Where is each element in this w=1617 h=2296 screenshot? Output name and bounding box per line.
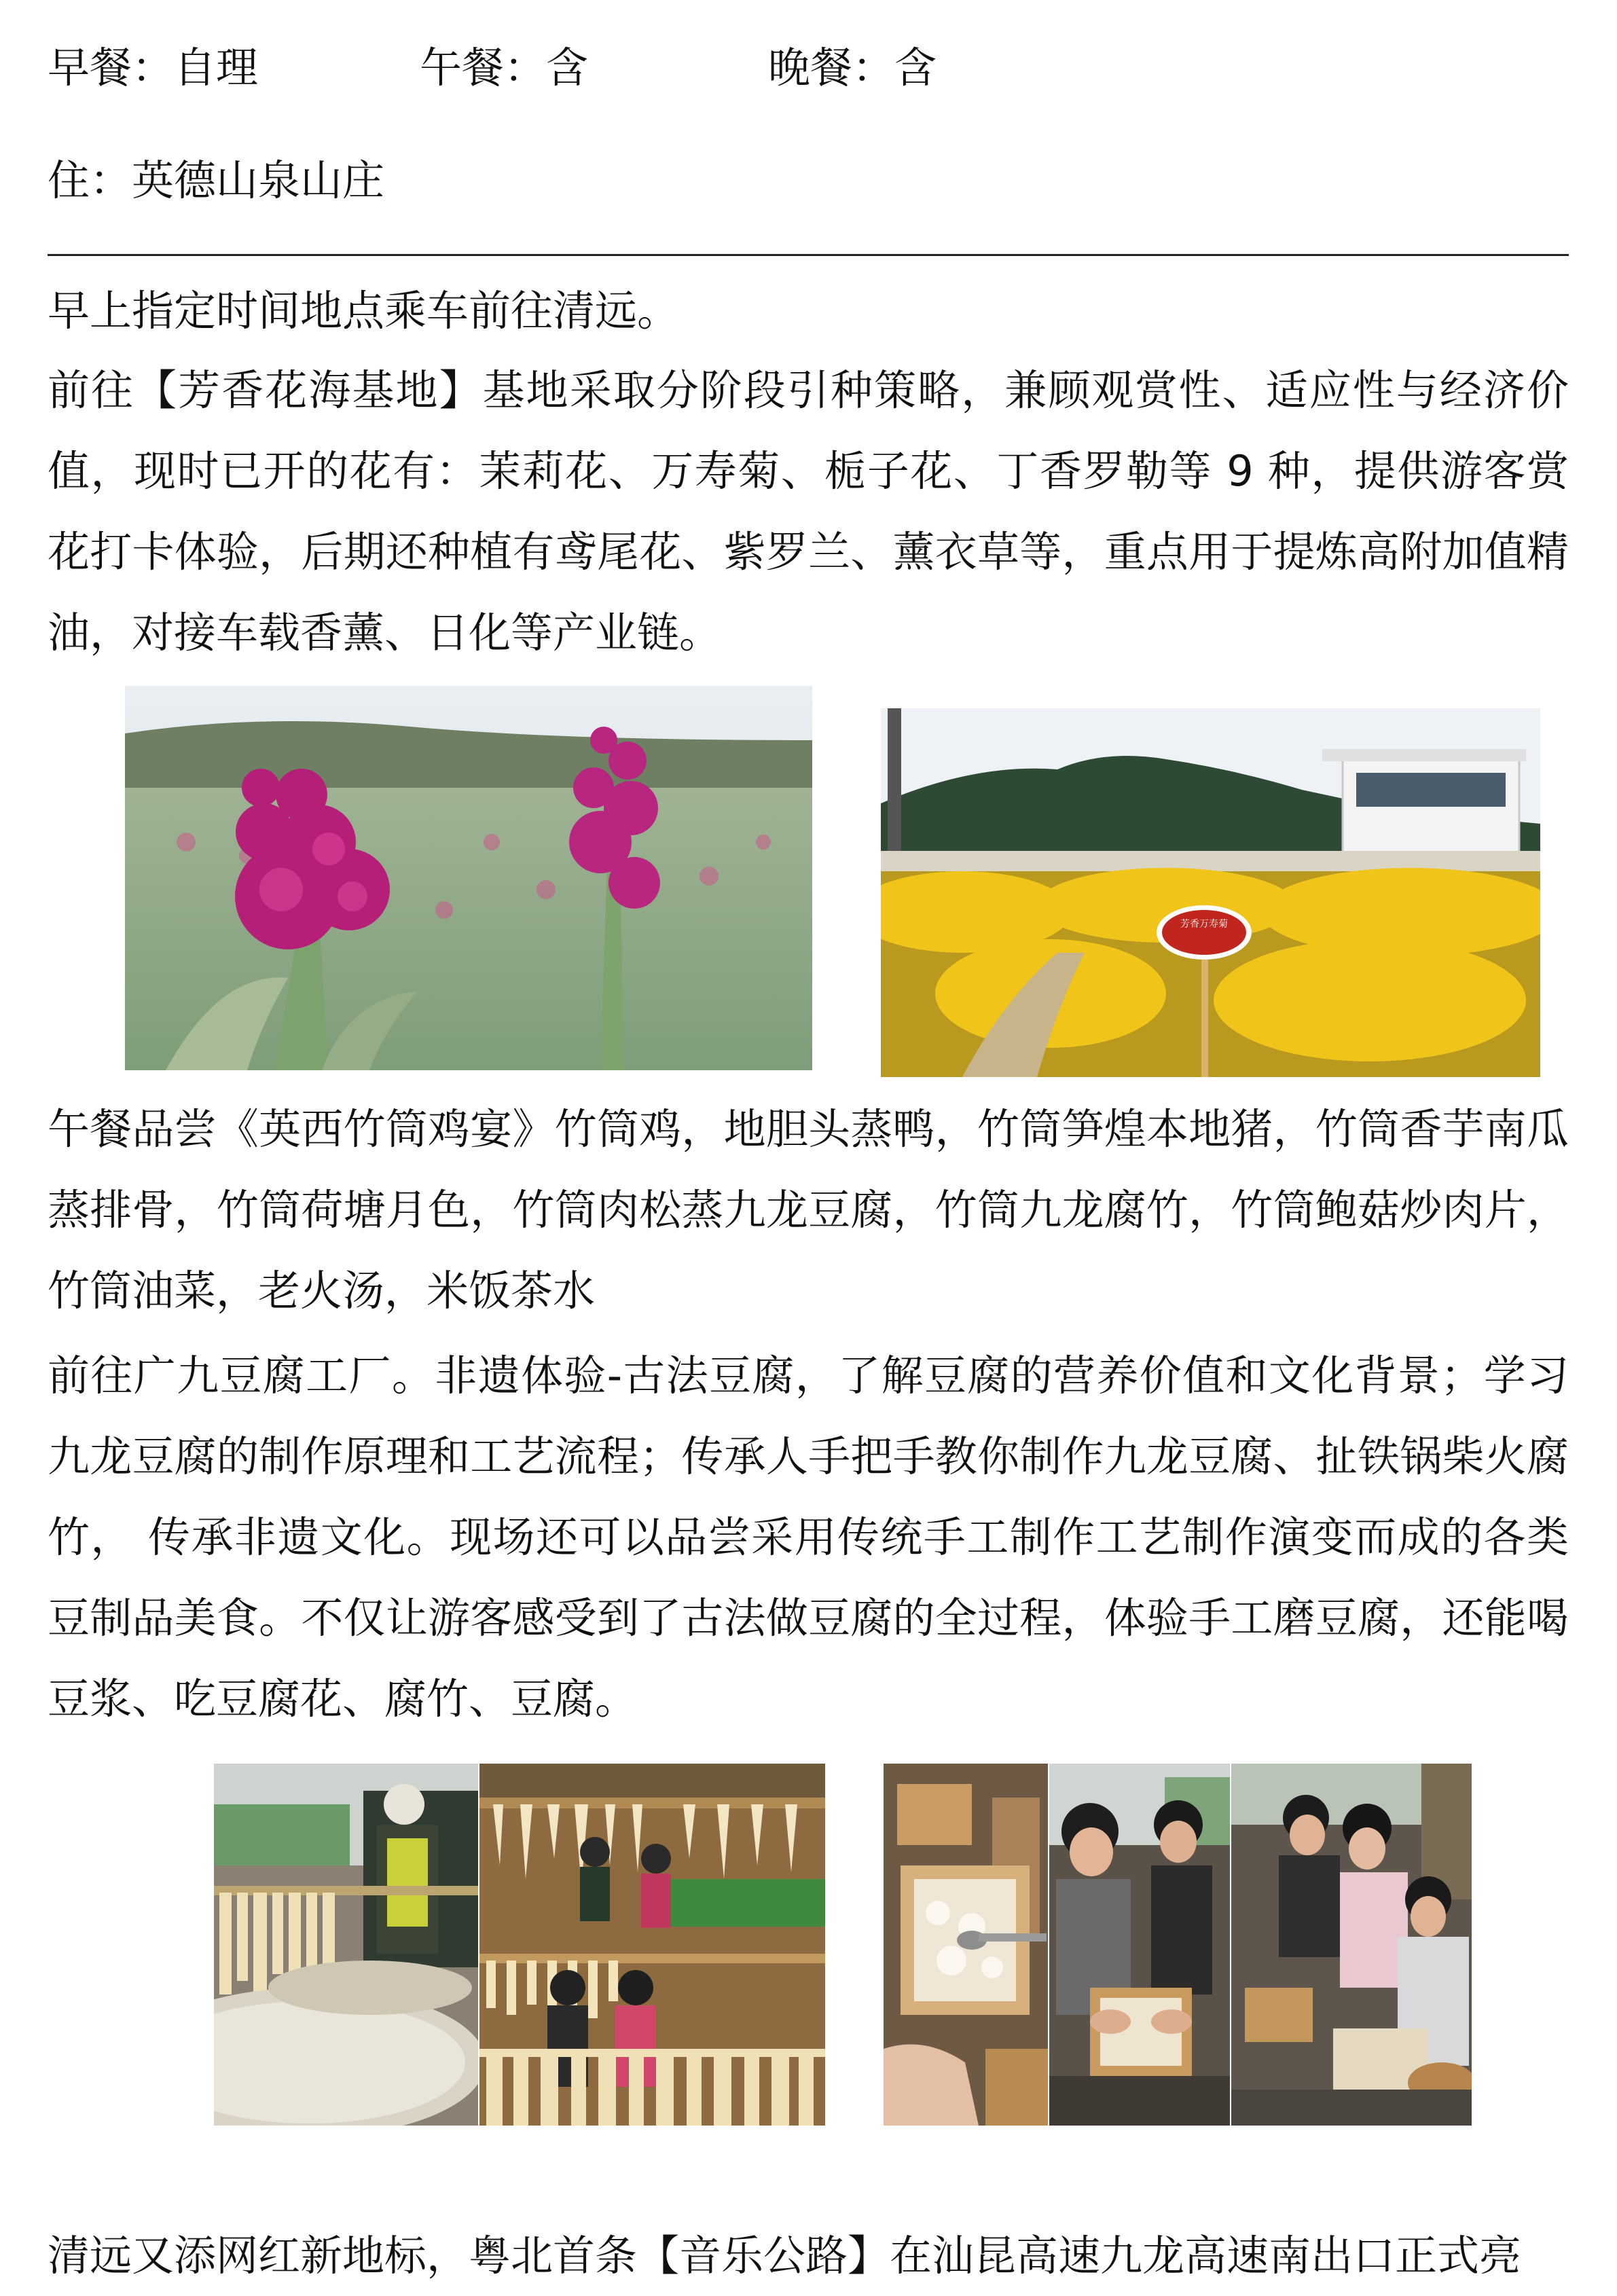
plant-sign-label: 芳香万寿菊	[1180, 919, 1228, 930]
dinner-info: 晚餐：含	[768, 43, 937, 92]
flower-field-photo	[125, 686, 812, 1070]
children-tofu-stations-photo	[1231, 1764, 1472, 2126]
flower-base-paragraph: 前往【芳香花海基地】基地采取分阶段引种策略，兼顾观赏性、适应性与经济价值，现时已开的花有：茉莉花、万寿菊、栀子花、丁香罗勒等 9 种，提供游客赏花打卡体验，后期还种植有鸢尾花、紫罗兰、薰衣草等，重点用于提炼高附加值精油，对接车载香薰、日化等产业链。	[48, 365, 1569, 657]
tofu-skin-workshop-photo	[479, 1764, 825, 2126]
music-road-paragraph: 清远又添网红新地标，粤北首条【音乐公路】在汕昆高速九龙高速南出口正式亮	[48, 2231, 1522, 2280]
breakfast-info: 早餐：自理	[48, 43, 259, 92]
tofu-mold-closeup-photo	[884, 1764, 1048, 2126]
section-divider	[48, 254, 1569, 256]
marigold-field-photo	[881, 708, 1540, 1077]
lodging-info: 住：英德山泉山庄	[48, 156, 385, 205]
tofu-factory-paragraph: 前往广九豆腐工厂。非遗体验-古法豆腐，了解豆腐的营养价值和文化背景；学习九龙豆腐的制作原理和工艺流程；传承人手把手教你制作九龙豆腐、扯铁锅柴火腐竹， 传承非遗文化。现场还可以品尝采用传统手工制作工艺制作演变而成的各类豆制品美食。不仅让游客感受到了古法做豆腐的全过程，体验手工磨豆腐，还能喝豆浆、吃豆腐花、腐竹、豆腐。	[48, 1351, 1569, 1724]
tofu-skin-worker-photo	[214, 1764, 478, 2126]
lunch-info: 午餐：含	[420, 43, 589, 92]
departure-paragraph: 早上指定时间地点乘车前往清远。	[48, 286, 680, 335]
boys-making-tofu-photo	[1049, 1764, 1230, 2126]
lunch-menu-paragraph: 午餐品尝《英西竹筒鸡宴》竹筒鸡，地胆头蒸鸭，竹筒笋煌本地猪，竹筒香芋南瓜蒸排骨，竹筒荷塘月色，竹筒肉松蒸九龙豆腐，竹筒九龙腐竹，竹筒鲍菇炒肉片，竹筒油菜，老火汤，米饭茶水	[48, 1104, 1569, 1315]
